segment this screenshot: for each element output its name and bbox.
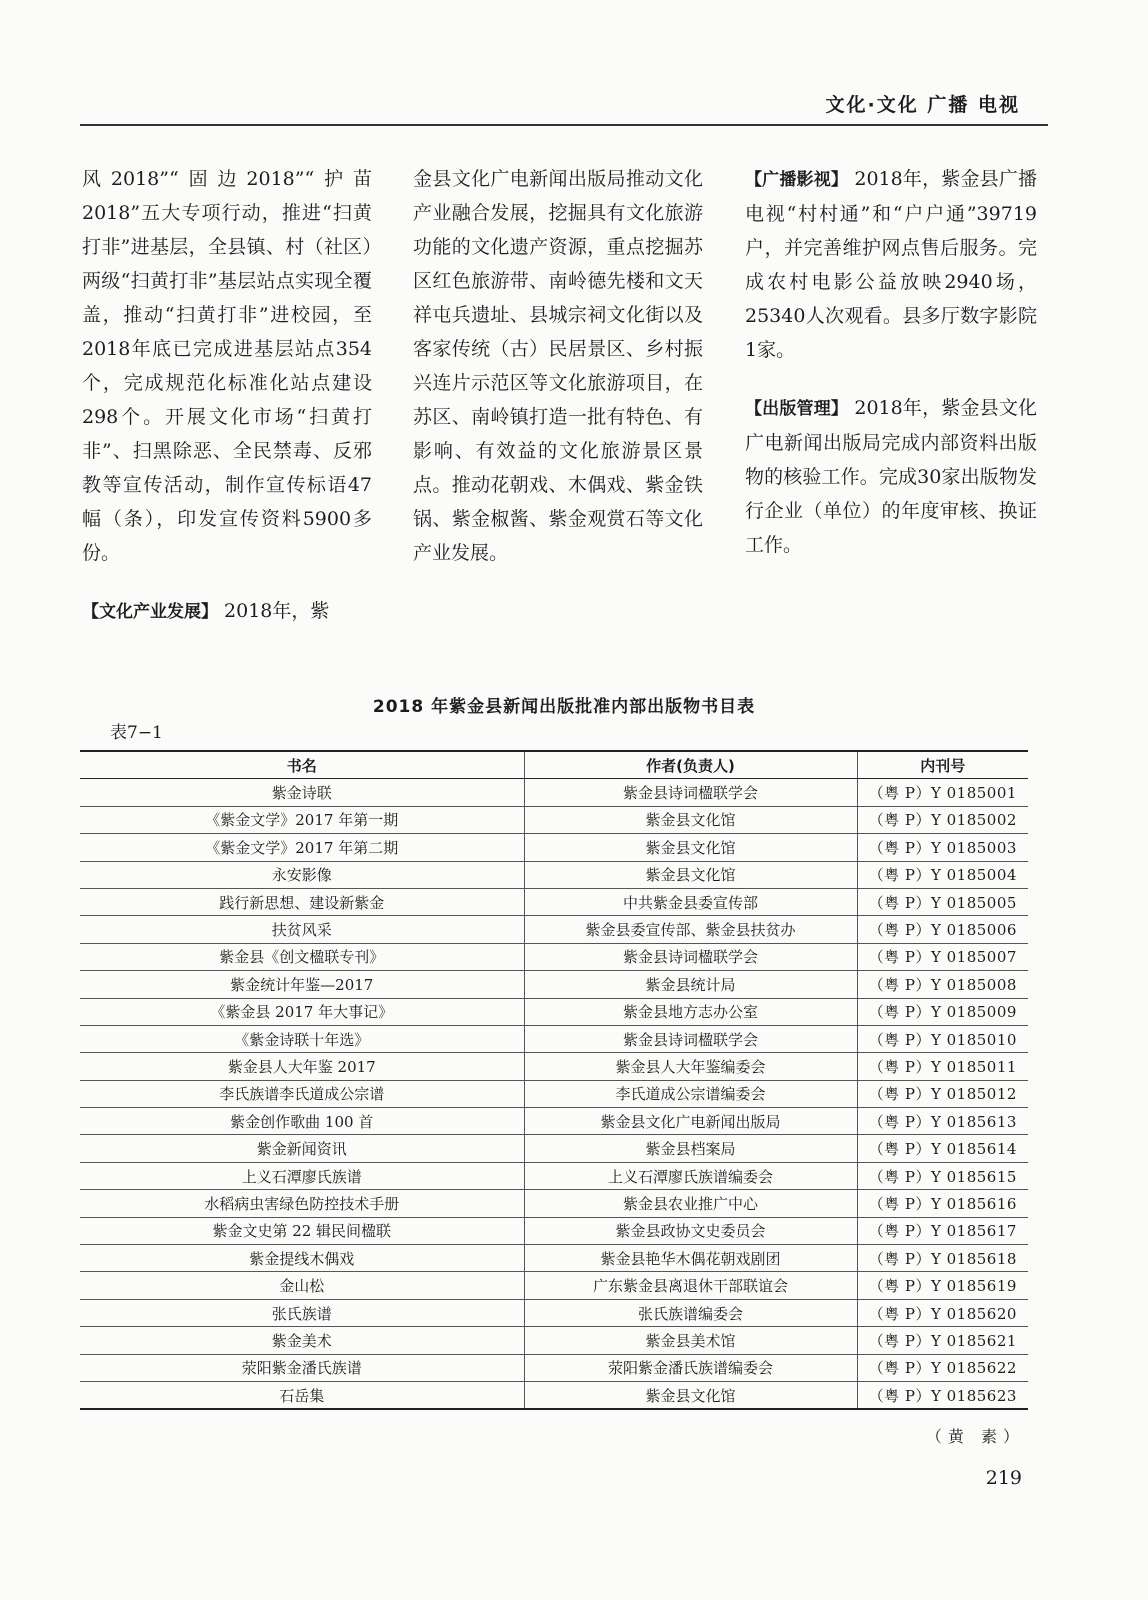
cell-book-title: 紫金县人大年鉴 2017 xyxy=(80,1053,524,1080)
table-row xyxy=(80,1327,1028,1354)
cell-serial-number: （粤 P）Y 0185616 xyxy=(857,1190,1028,1217)
cell-book-title: 水稻病虫害绿色防控技术手册 xyxy=(80,1190,524,1217)
cell-book-title: 扶贫风采 xyxy=(80,916,524,943)
cell-serial-number: （粤 P）Y 0185619 xyxy=(857,1272,1028,1299)
cell-author: 紫金县政协文史委员会 xyxy=(524,1217,857,1244)
cell-book-title: 《紫金诗联十年选》 xyxy=(80,1025,524,1052)
cell-author: 紫金县地方志办公室 xyxy=(524,998,857,1025)
section-title-culture-industry: 【文化产业发展】 xyxy=(82,602,218,622)
cell-book-title: 上义石潭廖氏族谱 xyxy=(80,1162,524,1189)
cell-serial-number: （粤 P）Y 0185613 xyxy=(857,1108,1028,1135)
cell-serial-number: （粤 P）Y 0185622 xyxy=(857,1354,1028,1381)
cell-book-title: 践行新思想、建设新紫金 xyxy=(80,888,524,915)
cell-serial-number: （粤 P）Y 0185617 xyxy=(857,1217,1028,1244)
table-row xyxy=(80,834,1028,861)
cell-serial-number: （粤 P）Y 0185621 xyxy=(857,1327,1028,1354)
cell-serial-number: （粤 P）Y 0185614 xyxy=(857,1135,1028,1162)
paragraph-publishing xyxy=(745,391,1037,562)
cell-book-title: 石岳集 xyxy=(80,1381,524,1409)
cell-author: 紫金县文化馆 xyxy=(524,834,857,861)
cell-serial-number: （粤 P）Y 0185011 xyxy=(857,1053,1028,1080)
cell-author: 紫金县委宣传部、紫金县扶贫办 xyxy=(524,916,857,943)
table-row xyxy=(80,1299,1028,1326)
cell-book-title: 紫金统计年鉴—2017 xyxy=(80,971,524,998)
table-row xyxy=(80,806,1028,833)
cell-book-title: 《紫金文学》2017 年第二期 xyxy=(80,834,524,861)
cell-serial-number: （粤 P）Y 0185009 xyxy=(857,998,1028,1025)
header-book-title: 书名 xyxy=(80,751,524,779)
cell-author: 中共紫金县委宣传部 xyxy=(524,888,857,915)
table-row xyxy=(80,888,1028,915)
cell-serial-number: （粤 P）Y 0185012 xyxy=(857,1080,1028,1107)
paragraph-culture-industry-start xyxy=(82,594,372,629)
cell-serial-number: （粤 P）Y 0185004 xyxy=(857,861,1028,888)
cell-author: 紫金县档案局 xyxy=(524,1135,857,1162)
page-number: 219 xyxy=(985,1467,1022,1489)
cell-serial-number: （粤 P）Y 0185002 xyxy=(857,806,1028,833)
cell-book-title: 紫金新闻资讯 xyxy=(80,1135,524,1162)
publications-table xyxy=(80,750,1028,1410)
cell-author: 荥阳紫金潘氏族谱编委会 xyxy=(524,1354,857,1381)
header-serial-number: 内刊号 xyxy=(857,751,1028,779)
table-row xyxy=(80,1272,1028,1299)
cell-book-title: 李氏族谱李氏道成公宗谱 xyxy=(80,1080,524,1107)
table-row xyxy=(80,1245,1028,1272)
cell-book-title: 金山松 xyxy=(80,1272,524,1299)
cell-book-title: 荥阳紫金潘氏族谱 xyxy=(80,1354,524,1381)
table-row xyxy=(80,1381,1028,1409)
header-author: 作者(负责人) xyxy=(524,751,857,779)
table-row xyxy=(80,916,1028,943)
paragraph-anti-piracy: 风2018”“固边2018”“护苗2018”五大专项行动，推进“扫黄打非”进基层，全县镇、村（社区）两级“扫黄打非”基层站点实现全覆盖，推动“扫黄打非”进校园，至2018年底已完成进基层站点354个，完成规范化标准化站点建设298个。开展文化市场“扫黄打非”、扫黑除恶、全民禁毒、反邪教等宣传活动，制作宣传标语47幅（条），印发宣传资料5900多份。 xyxy=(82,168,372,564)
header-rule xyxy=(80,124,1048,126)
table-row xyxy=(80,861,1028,888)
cell-serial-number: （粤 P）Y 0185007 xyxy=(857,943,1028,970)
text-column-1 xyxy=(82,162,372,653)
cell-author: 紫金县诗词楹联学会 xyxy=(524,779,857,806)
cell-serial-number: （粤 P）Y 0185001 xyxy=(857,779,1028,806)
cell-author: 紫金县农业推广中心 xyxy=(524,1190,857,1217)
cell-author: 紫金县人大年鉴编委会 xyxy=(524,1053,857,1080)
cell-serial-number: （粤 P）Y 0185615 xyxy=(857,1162,1028,1189)
table-row xyxy=(80,1025,1028,1052)
editor-credit: （黄 素） xyxy=(925,1427,1025,1446)
cell-serial-number: （粤 P）Y 0185010 xyxy=(857,1025,1028,1052)
cell-author: 紫金县文化馆 xyxy=(524,861,857,888)
cell-serial-number: （粤 P）Y 0185006 xyxy=(857,916,1028,943)
table-row xyxy=(80,943,1028,970)
table-title: 2018 年紫金县新闻出版批准内部出版物书目表 xyxy=(372,697,756,717)
table-header-row xyxy=(80,751,1028,779)
cell-book-title: 紫金美术 xyxy=(80,1327,524,1354)
table-row xyxy=(80,1080,1028,1107)
cell-author: 紫金县文化广电新闻出版局 xyxy=(524,1108,857,1135)
cell-book-title: 《紫金县 2017 年大事记》 xyxy=(80,998,524,1025)
cell-author: 紫金县诗词楹联学会 xyxy=(524,1025,857,1052)
cell-serial-number: （粤 P）Y 0185623 xyxy=(857,1381,1028,1409)
cell-serial-number: （粤 P）Y 0185008 xyxy=(857,971,1028,998)
section-title-publishing: 【出版管理】 xyxy=(745,399,849,419)
cell-book-title: 紫金提线木偶戏 xyxy=(80,1245,524,1272)
section-title-broadcast: 【广播影视】 xyxy=(745,170,849,190)
cell-serial-number: （粤 P）Y 0185618 xyxy=(857,1245,1028,1272)
paragraph-broadcast xyxy=(745,162,1037,367)
table-row xyxy=(80,1217,1028,1244)
table-row xyxy=(80,971,1028,998)
table-row xyxy=(80,779,1028,806)
cell-author: 紫金县文化馆 xyxy=(524,1381,857,1409)
text-column-2 xyxy=(413,162,703,594)
cell-serial-number: （粤 P）Y 0185620 xyxy=(857,1299,1028,1326)
paragraph-culture-industry-cont: 金县文化广电新闻出版局推动文化产业融合发展，挖掘具有文化旅游功能的文化遗产资源，重点挖掘苏区红色旅游带、南岭德先楼和文天祥屯兵遗址、县城宗祠文化街以及客家传统（古）民居景区、乡村振兴连片示范区等文化旅游项目，在苏区、南岭镇打造一批有特色、有影响、有效益的文化旅游景区景点。推动花朝戏、木偶戏、紫金铁锅、紫金椒酱、紫金观赏石等文化产业发展。 xyxy=(413,168,703,564)
table-label: 表7−1 xyxy=(110,723,163,743)
cell-book-title: 张氏族谱 xyxy=(80,1299,524,1326)
section-text-culture-industry-start: 2018年，紫 xyxy=(218,600,330,622)
cell-serial-number: （粤 P）Y 0185003 xyxy=(857,834,1028,861)
cell-book-title: 紫金文史第 22 辑民间楹联 xyxy=(80,1217,524,1244)
table-row xyxy=(80,1162,1028,1189)
table-row xyxy=(80,1108,1028,1135)
cell-author: 紫金县文化馆 xyxy=(524,806,857,833)
cell-book-title: 永安影像 xyxy=(80,861,524,888)
running-header: 文化·文化 广播 电视 xyxy=(825,94,1020,116)
cell-book-title: 《紫金文学》2017 年第一期 xyxy=(80,806,524,833)
table-body xyxy=(80,779,1028,1409)
cell-author: 紫金县诗词楹联学会 xyxy=(524,943,857,970)
cell-serial-number: （粤 P）Y 0185005 xyxy=(857,888,1028,915)
table-row xyxy=(80,998,1028,1025)
table-row xyxy=(80,1190,1028,1217)
cell-author: 广东紫金县离退休干部联谊会 xyxy=(524,1272,857,1299)
cell-book-title: 紫金创作歌曲 100 首 xyxy=(80,1108,524,1135)
cell-book-title: 紫金县《创文楹联专刊》 xyxy=(80,943,524,970)
cell-author: 上义石潭廖氏族谱编委会 xyxy=(524,1162,857,1189)
cell-author: 紫金县艳华木偶花朝戏剧团 xyxy=(524,1245,857,1272)
section-text-publishing: 2018年，紫金县文化广电新闻出版局完成内部资料出版物的核验工作。完成30家出版物发行企业（单位）的年度审核、换证工作。 xyxy=(745,397,1038,556)
table-row xyxy=(80,1135,1028,1162)
cell-author: 李氏道成公宗谱编委会 xyxy=(524,1080,857,1107)
cell-author: 紫金县美术馆 xyxy=(524,1327,857,1354)
table-row xyxy=(80,1354,1028,1381)
cell-author: 紫金县统计局 xyxy=(524,971,857,998)
text-column-3 xyxy=(745,162,1037,586)
cell-author: 张氏族谱编委会 xyxy=(524,1299,857,1326)
cell-book-title: 紫金诗联 xyxy=(80,779,524,806)
table-row xyxy=(80,1053,1028,1080)
section-text-broadcast: 2018年，紫金县广播电视“村村通”和“户户通”39719户，并完善维护网点售后服务。完成农村电影公益放映2940场，25340人次观看。县多厅数字影院1家。 xyxy=(745,168,1038,361)
